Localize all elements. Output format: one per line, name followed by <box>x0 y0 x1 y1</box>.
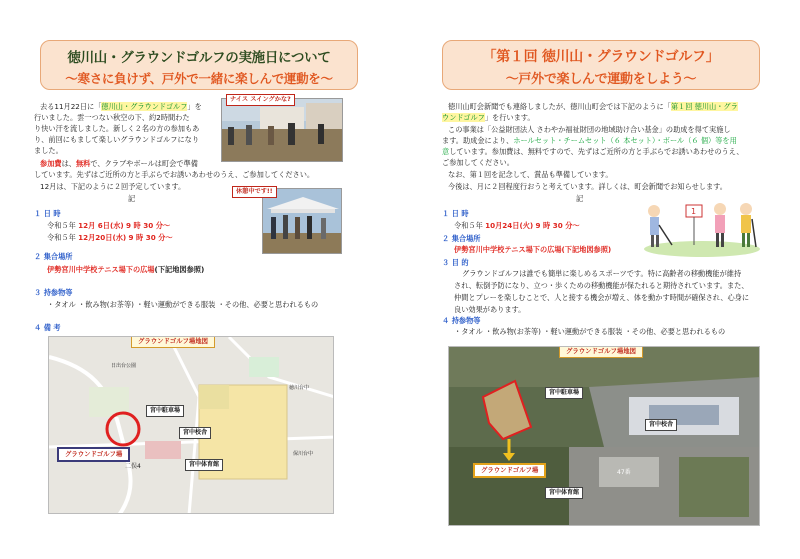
right-p3: この事業は「公益財団法人 さわやか福祉財団の地域助け合い基金」の助成を得て実施し <box>448 125 731 134</box>
left-fee-line-3: 12月は、下記のように２回予定しています。 <box>40 182 186 191</box>
map-small-3: 保川台中 <box>293 451 314 457</box>
map-label-golf-field: グラウンドゴルフ場 <box>57 447 130 462</box>
right-p7: なお、第１回を記念して、賞品も準備しています。 <box>448 170 613 179</box>
right-items: ・タオル ・飲み物(お茶等) ・軽い運動ができる服装 ・その他、必要と思われるもの <box>454 327 726 336</box>
right-purpose-2: され、転倒予防になり、立つ・歩くための移動機能が保たれると期待されています。また、 <box>454 281 749 290</box>
map-label-futamata: 二俣4 <box>125 463 141 470</box>
photo1-caption: ナイス スイングかな? <box>226 94 295 106</box>
right-purpose-4: 良い効果があります。 <box>454 305 526 314</box>
map-small-2: 徳川台中 <box>289 385 310 391</box>
left-place: 伊勢宮川中学校テニス場下の広場(下記地図参照) <box>47 265 205 274</box>
right-p1: 徳川山町会新聞でも連絡しましたが、徳川山町会では下記のように「第１回 徳川山・グラ <box>448 102 738 111</box>
map-label-gym: 宮中体育館 <box>185 459 223 471</box>
right-map-banner: グラウンドゴルフ場地図 <box>559 346 643 358</box>
left-intro-line-5: ました。 <box>34 146 63 155</box>
right-p5: 意しています。参加費は、無料ですので、先ずはご近所の方と手ぶらでお誘いあわせのうえ、 <box>442 147 744 156</box>
right-purpose-3: 仲間とプレーを楽しむことで、人と接する機会が増え、体を動かす時間が確保され、心身に <box>454 293 750 302</box>
left-map-banner: グラウンドゴルフ場地図 <box>131 336 215 348</box>
left-fee-line-1: 参加費は、無料で、クラブやボールは町会で準備 <box>40 159 198 168</box>
left-title-box <box>40 40 358 90</box>
right-section-place: ２ 集合場所 <box>442 234 481 243</box>
left-intro-line-4: り、前回にもまして楽しいグラウンドゴルフになり <box>34 135 200 144</box>
aerial-label-school: 宮中校舎 <box>645 419 677 431</box>
aerial-label-gym: 宮中体育館 <box>545 487 583 499</box>
left-title: 徳川山・グラウンドゴルフの実施日について <box>67 50 331 66</box>
left-fee-line-2: しています。先ずはご近所の方と手ぶらでお誘いあわせのうえ、ご参加してください。 <box>34 170 315 179</box>
svg-text:1: 1 <box>691 207 697 216</box>
map-label-school: 宮中校舎 <box>179 427 211 439</box>
right-p4: ます。助成金により、ホールセット・チームセット（６ 本セット）・ボール（６ 個）等を用 <box>442 136 737 145</box>
right-purpose-1: グラウンドゴルフは誰でも簡単に楽しめるスポーツです。特に高齢者の移動機能が維持 <box>462 269 742 278</box>
aerial-label-parking: 宮中駐車場 <box>545 387 583 399</box>
left-intro-line-2: 行いました。雲一つない秋空の下、約2時間わた <box>34 113 190 122</box>
left-section-place: ２ 集合場所 <box>34 252 73 261</box>
left-items: ・タオル ・飲み物(お茶等) ・軽い運動ができる服装 ・その他、必要と思われるもの <box>47 300 319 309</box>
golf-swing-photo <box>221 98 343 162</box>
map-small-1: 日出台公園 <box>111 363 137 369</box>
photo2-caption: 休憩中です!! <box>232 186 277 198</box>
right-p2: ウンドゴルフ」を行います。 <box>442 113 535 122</box>
right-date: 令和５年 10月24日(火) 9 時 30 分～ <box>454 221 580 230</box>
aerial-label-golf-field: グラウンドゴルフ場 <box>473 463 546 478</box>
left-date-1: 令和５年 12月 6日(水) 9 時 30 分～ <box>47 221 171 230</box>
right-section-purpose: ３ 目 的 <box>442 258 469 267</box>
right-page <box>400 0 800 559</box>
aerial-label-47: 47番 <box>617 469 631 476</box>
right-title: 「第１回 徳川山・グラウンドゴルフ」 <box>482 49 720 65</box>
left-map <box>48 336 334 514</box>
right-place: 伊勢宮川中学校テニス場下の広場(下記地図参照) <box>454 245 612 254</box>
right-section-items: ４ 持参物等 <box>442 316 481 325</box>
right-section-datetime: １ 日 時 <box>442 209 469 218</box>
right-p6: ご参加してください。 <box>442 158 514 167</box>
left-section-notes: ４ 備 考 <box>34 323 61 332</box>
left-section-datetime: １ 日 時 <box>34 209 61 218</box>
left-intro-line-1: 去る11月22日に「徳川山・グラウンドゴルフ」を <box>40 102 202 111</box>
right-subtitle: ～戸外で楽しんで運動をしよう～ <box>505 72 697 87</box>
left-intro-line-3: り快い汗を流しました。新しく２名の方の参加もあ <box>34 124 200 133</box>
right-ki: 記 <box>576 194 584 203</box>
right-aerial-map <box>448 346 760 526</box>
left-ki: 記 <box>128 194 136 203</box>
golfers-illustration <box>642 197 762 259</box>
left-date-2: 令和５年 12月20日(水) 9 時 30 分～ <box>47 233 173 242</box>
left-section-items: ３ 持参物等 <box>34 288 73 297</box>
left-subtitle: ～寒さに負けず、戸外で一緒に楽しんで運動を～ <box>65 71 333 86</box>
right-p8: 今後は、月に２回程度行おうと考えています。詳しくは、町会新聞でお知らせします。 <box>448 182 727 191</box>
map-label-parking: 宮中駐車場 <box>146 405 184 417</box>
right-title-box <box>442 40 760 90</box>
